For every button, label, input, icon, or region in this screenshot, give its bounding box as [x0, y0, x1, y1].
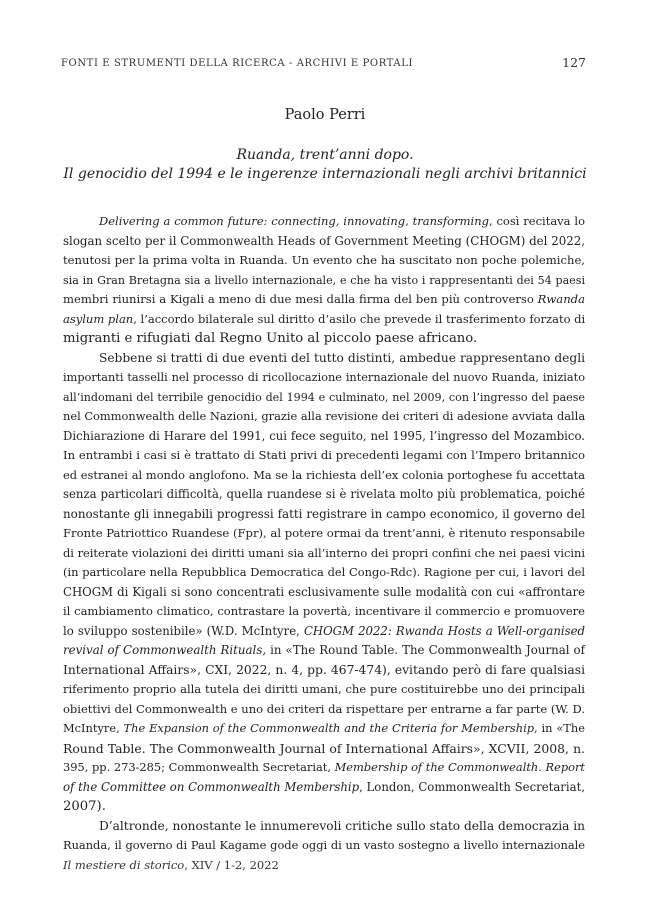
body-line: International Affairs», CXI, 2022, n. 4, pp. 467-474), evitando però di fare qualsiasi	[63, 662, 585, 677]
body-line: D’altronde, nonostante le innumerevoli critiche sullo stato della democrazia in	[99, 818, 585, 833]
body-line: 395, pp. 273-285; Commonwealth Secretariat, Membership of the Commonwealth. Report	[63, 760, 585, 774]
body-line: of the Committee on Commonwealth Membership, London, Commonwealth Secretariat,	[63, 779, 585, 794]
body-line: In entrambi i casi si è trattato di Stati privi di precedenti legami con l’Impero britannico	[63, 448, 585, 462]
slogan-italic: Delivering a common future: connecting, innovating, transforming	[99, 214, 489, 228]
article-title	[0, 146, 650, 184]
running-head: FONTI E STRUMENTI DELLA RICERCA - ARCHIVI E PORTALI	[61, 58, 414, 69]
body-line: tenutosi per la prima volta in Ruanda. Un evento che ha suscitato non poche polemiche,	[63, 253, 585, 267]
body-line: 2007).	[63, 799, 106, 814]
body-line: nonostante gli innegabili progressi fatti registrare in campo economico, il governo del	[63, 506, 585, 521]
body-line: asylum plan, l’accordo bilaterale sul diritto d’asilo che prevede il trasferimento forzato di	[63, 311, 586, 326]
body-line: Sebbene si tratti di due eventi del tutto distinti, ambedue rappresentano degli	[99, 350, 585, 365]
body-text	[63, 212, 585, 856]
body-line: Round Table. The Commonwealth Journal of International Affairs», XCVII, 2008, n.	[63, 740, 585, 756]
body-line: all’indomani del terribile genocidio del 1994 e culminato, nel 2009, con l’ingresso del paese	[63, 390, 585, 404]
title-line-1: Ruanda, trent’anni dopo.	[236, 147, 414, 163]
page-number: 127	[562, 55, 586, 70]
body-line: di reiterate violazioni dei diritti umani sia all’interno dei propri confini che nei paesi vicini	[63, 545, 585, 560]
body-line: nel Commonwealth delle Nazioni, grazie alla revisione dei criteri di adesione avviata dalla	[63, 409, 586, 423]
journal-footer	[63, 858, 279, 872]
body-line: Ruanda, il governo di Paul Kagame gode oggi di un vasto sostegno a livello internazionale	[63, 838, 585, 852]
body-line: riferimento proprio alla tutela dei diritti umani, che pure costituirebbe uno dei principali	[63, 682, 585, 696]
body-line: sia in Gran Bretagna sia a livello internazionale, e che ha visto i rappresentanti dei 54 paesi	[63, 273, 585, 287]
body-line: importanti tasselli nel processo di ricollocazione internazionale del nuovo Ruanda, iniziato	[63, 371, 585, 384]
body-line: senza particolari difficoltà, quella ruandese si è rivelata molto più problematica, poiché	[63, 487, 585, 501]
body-line: Delivering a common future: connecting, innovating, transforming, così recitava lo	[99, 214, 585, 228]
journal-name: Il mestiere di storico	[63, 858, 185, 872]
body-line: McIntyre, The Expansion of the Commonwealth and the Criteria for Membership, in «The	[63, 721, 585, 735]
body-line: revival of Commonwealth Rituals, in «The Round Table. The Commonwealth Journal of	[63, 643, 585, 657]
body-line: Fronte Patriottico Ruandese (Fpr), al potere ormai da trent’anni, è ritenuto responsabile	[63, 526, 585, 540]
author-name: Paolo Perri	[284, 107, 366, 123]
body-line: (in particolare nella Repubblica Democratica del Congo-Rdc). Ragione per cui, i lavori del	[63, 565, 585, 579]
body-line: migranti e rifugiati dal Regno Unito al piccolo paese africano.	[63, 331, 478, 346]
body-line: slogan scelto per il Commonwealth Heads of Government Meeting (CHOGM) del 2022,	[63, 233, 585, 248]
journal-issue: , XIV / 1-2, 2022	[184, 858, 279, 872]
title-line-2: Il genocidio del 1994 e le ingerenze internazionali negli archivi britannici	[63, 166, 587, 182]
body-line: membri riunirsi a Kigali a meno di due mesi dalla firma del ben più controverso Rwanda	[63, 292, 585, 306]
body-line: Dichiarazione di Harare del 1991, cui fece seguito, nel 1995, l’ingresso del Mozambico.	[63, 428, 585, 443]
body-line: il cambiamento climatico, contrastare la povertà, incentivare il commercio e promuovere	[63, 604, 585, 618]
body-line: CHOGM di Kigali si sono concentrati esclusivamente sulle modalità con cui «affrontare	[63, 584, 585, 599]
body-line: ed estranei al mondo anglofono. Ma se la richiesta dell’ex colonia portoghese fu accettata	[63, 467, 585, 482]
body-line: lo sviluppo sostenibile» (W.D. McIntyre, CHOGM 2022: Rwanda Hosts a Well-organised	[63, 623, 585, 638]
body-line: obiettivi del Commonwealth e uno dei criteri da rispettare per entrarne a far parte (W. D.	[63, 701, 585, 716]
